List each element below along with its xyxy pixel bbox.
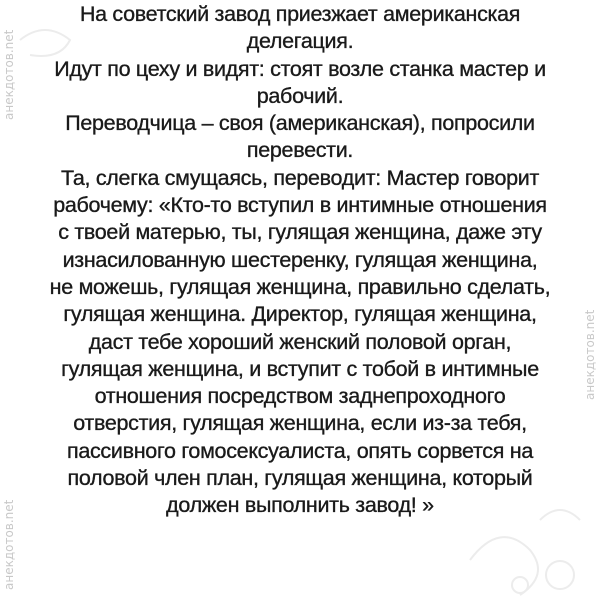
joke-line: рабочему: «Кто-то вступил в интимные отношения <box>53 193 547 218</box>
joke-line: Идут по цеху и видят: стоят возле станка мастер и <box>54 56 546 81</box>
joke-line: пассивного гомосексуалиста, опять сорвется на <box>66 438 533 463</box>
watermark-left-top: анекдотов.net <box>2 29 16 120</box>
joke-line: На советский завод приезжает американская <box>79 2 521 26</box>
joke-line: половой член план, гулящая женщина, который <box>67 466 533 491</box>
joke-line: даст тебе хороший женский половой орган, <box>88 329 512 354</box>
joke-line: отношения посредством заднепроходного <box>94 384 506 409</box>
joke-line: должен выполнить завод! » <box>166 493 434 518</box>
joke-line: с твоей матерью, ты, гулящая женщина, даже эту <box>58 220 542 245</box>
joke-line: гулящая женщина, и вступит с тобой в интимные <box>61 356 539 381</box>
joke-line: Переводчица – своя (американская), попросили <box>65 111 535 136</box>
joke-line: изнасилованную шестеренку, гулящая женщина, <box>62 247 538 272</box>
joke-line: делегация. <box>246 29 354 54</box>
joke-line: не можешь, гулящая женщина, правильно сделать, <box>49 274 551 299</box>
watermark-left-bottom: анекдотов.net <box>2 499 16 590</box>
joke-line: Та, слегка смущаясь, переводит: Мастер говорит <box>60 165 540 190</box>
joke-line: гулящая женщина. Директор, гулящая женщина, <box>63 302 537 327</box>
joke-line: отверстия, гулящая женщина, если из-за тебя, <box>73 411 527 436</box>
joke-line: рабочий. <box>256 83 344 108</box>
watermark-right: анекдотов.net <box>583 309 597 400</box>
joke-line: перевести. <box>246 138 354 163</box>
